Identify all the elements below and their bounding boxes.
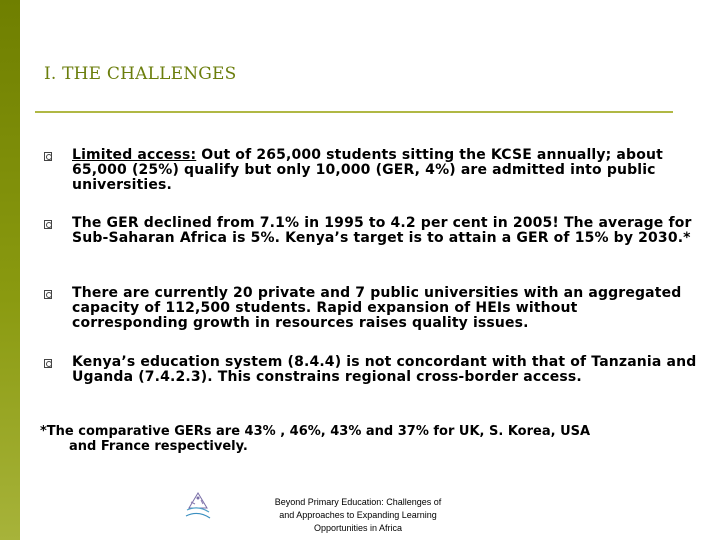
title-divider xyxy=(35,111,673,113)
slide-title: I. THE CHALLENGES xyxy=(44,64,237,84)
bullet-text: Out of 265,000 students sitting the KCSE annually; about 65,000 (25%) qualify but only 10,000 (GER, 4%) are admitted into public universities. xyxy=(72,147,663,193)
footnote-line-2: and France respectively. xyxy=(69,439,248,454)
bullet-lead: Limited access: xyxy=(72,147,197,163)
footnote-line-1: *The comparative GERs are 43% , 46%, 43% and 37% for UK, S. Korea, USA xyxy=(40,424,591,439)
footer-caption: Beyond Primary Education: Challenges of and Approaches to Expanding Learning Opportunities in Africa xyxy=(274,497,442,533)
left-accent-bar xyxy=(0,0,20,540)
square-bullet-icon xyxy=(44,290,52,299)
square-bullet-icon xyxy=(44,359,52,368)
square-bullet-icon xyxy=(44,220,52,229)
bullet-text: There are currently 20 private and 7 public universities with an aggregated capacity of 112,500 students. Rapid expansion of HEIs without corresponding growth in resources raises quality issues. xyxy=(72,285,682,331)
square-bullet-icon xyxy=(44,152,52,161)
bullet-text: Kenya’s education system (8.4.4) is not concordant with that of Tanzania and Uganda (7.4.2.3). This constrains regional cross-border access. xyxy=(72,354,697,385)
footnote xyxy=(40,424,680,454)
organization-logo-icon xyxy=(181,490,215,524)
bullet-text: The GER declined from 7.1% in 1995 to 4.2 per cent in 2005! The average for Sub-Saharan Africa is 5%. Kenya’s target is to attain a GER of 15% by 2030.* xyxy=(72,215,692,246)
